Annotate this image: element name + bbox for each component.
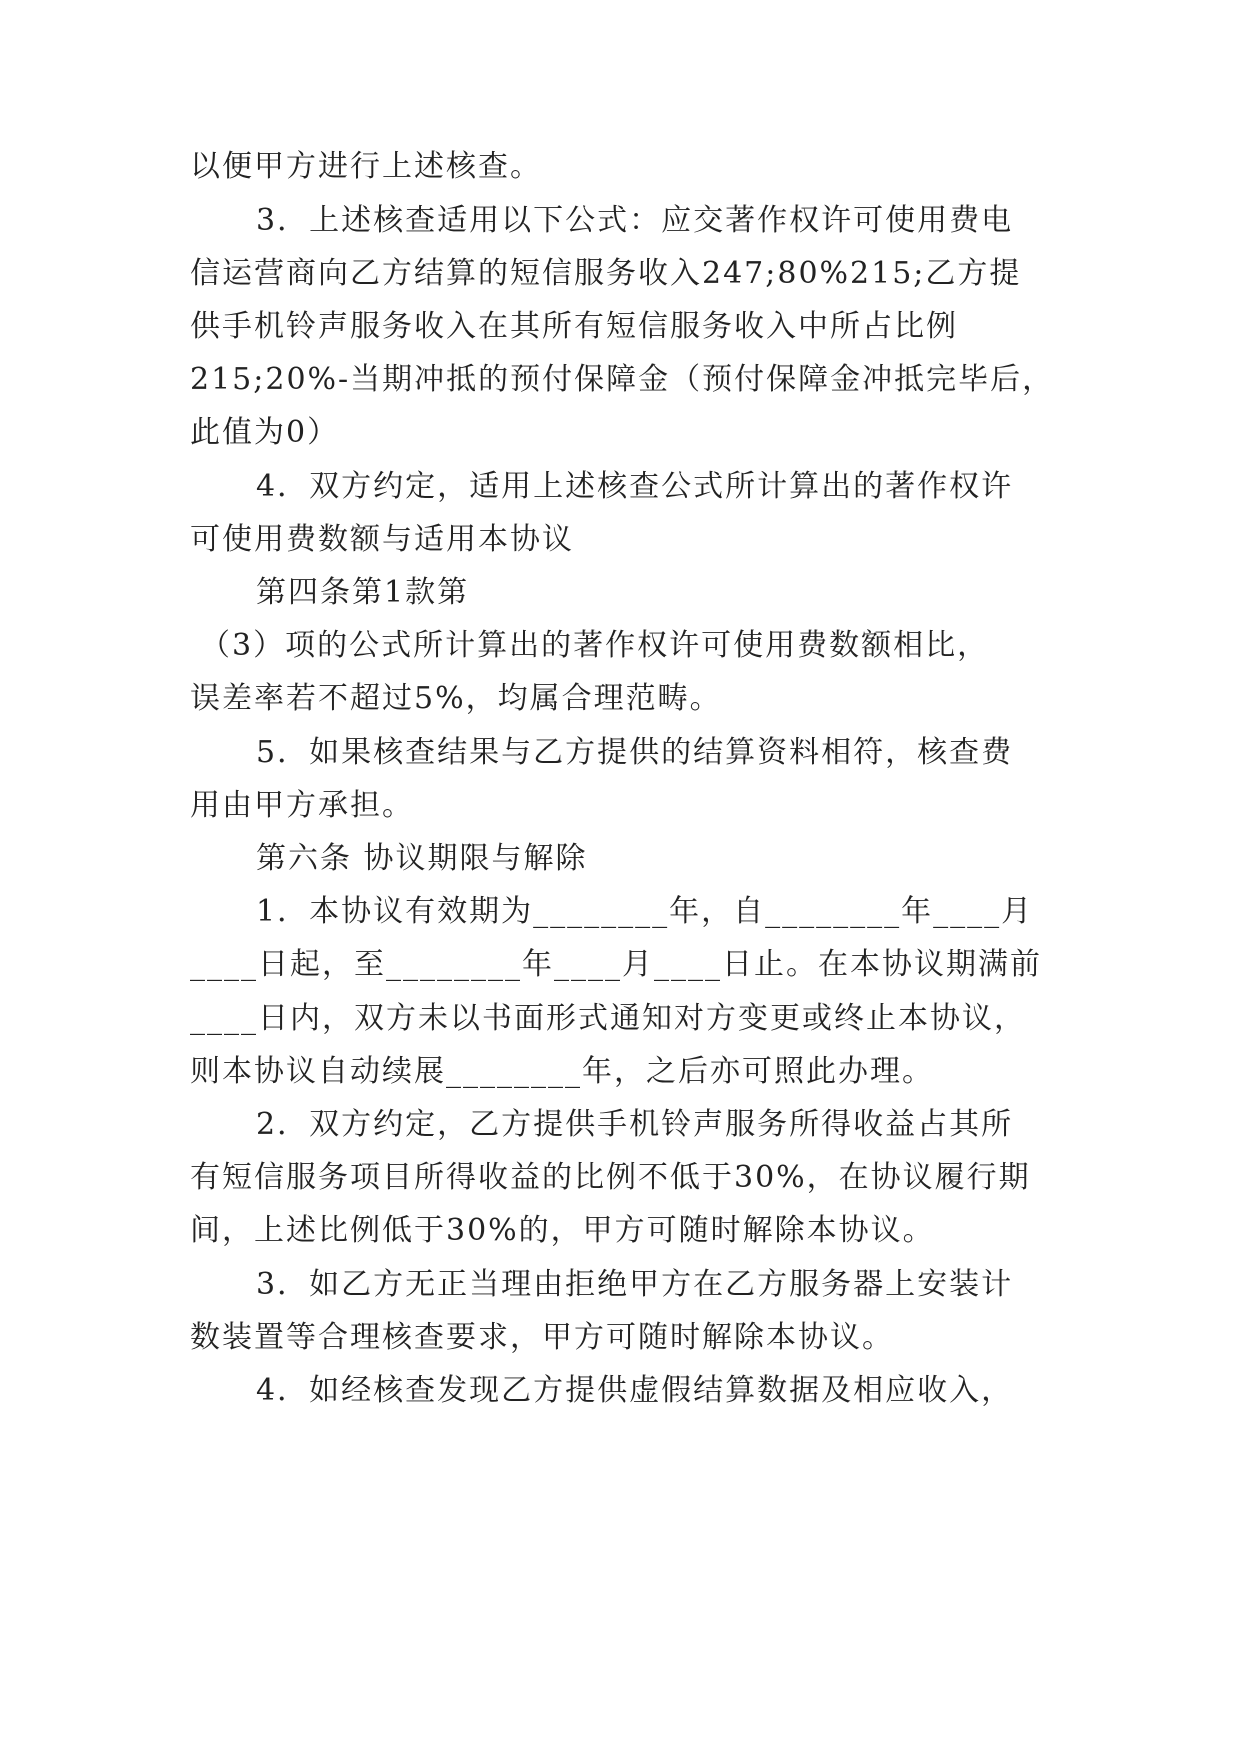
text-line: 可使用费数额与适用本协议 [190,522,574,557]
text-line: 用由甲方承担。 [190,788,414,823]
text-line: 此值为0） [190,415,340,450]
term-clause-2-line: 2．双方约定，乙方提供手机铃声服务所得收益占其所 [256,1107,1014,1142]
text-line: ____日起，至________年____月____日止。在本协议期满前 [190,947,1042,982]
article-reference-line: 第四条第1款第 [256,575,470,610]
clause-4-line: 4．双方约定，适用上述核查公式所计算出的著作权许 [256,469,1014,504]
text-line: 信运营商向乙方结算的短信服务收入247;80%215;乙方提 [190,256,1022,291]
text-line: ____日内，双方未以书面形式通知对方变更或终止本协议， [190,1001,1026,1036]
term-clause-1-line: 1．本协议有效期为________年，自________年____月 [256,894,1034,929]
text-line: 以便甲方进行上述核查。 [190,149,542,184]
article-heading: 第六条 协议期限与解除 [256,841,588,876]
text-line: 215;20%-当期冲抵的预付保障金（预付保障金冲抵完毕后， [190,362,1055,397]
text-line: 误差率若不超过5%，均属合理范畴。 [190,681,722,716]
clause-3-line: 3．上述核查适用以下公式：应交著作权许可使用费电 [256,203,1014,238]
text-line: 间，上述比例低于30%的，甲方可随时解除本协议。 [190,1213,935,1248]
term-clause-4-line: 4．如经核查发现乙方提供虚假结算数据及相应收入， [256,1373,1014,1408]
clause-5-line: 5．如果核查结果与乙方提供的结算资料相符，核查费 [256,735,1014,770]
text-line: 数装置等合理核查要求，甲方可随时解除本协议。 [190,1320,894,1355]
text-line: 供手机铃声服务收入在其所有短信服务收入中所占比例 [190,309,958,344]
text-line: （3）项的公式所计算出的著作权许可使用费数额相比， [200,628,990,663]
text-line: 有短信服务项目所得收益的比例不低于30%，在协议履行期 [190,1160,1031,1195]
term-clause-3-line: 3．如乙方无正当理由拒绝甲方在乙方服务器上安装计 [256,1267,1014,1302]
text-line: 则本协议自动续展________年，之后亦可照此办理。 [190,1054,934,1089]
